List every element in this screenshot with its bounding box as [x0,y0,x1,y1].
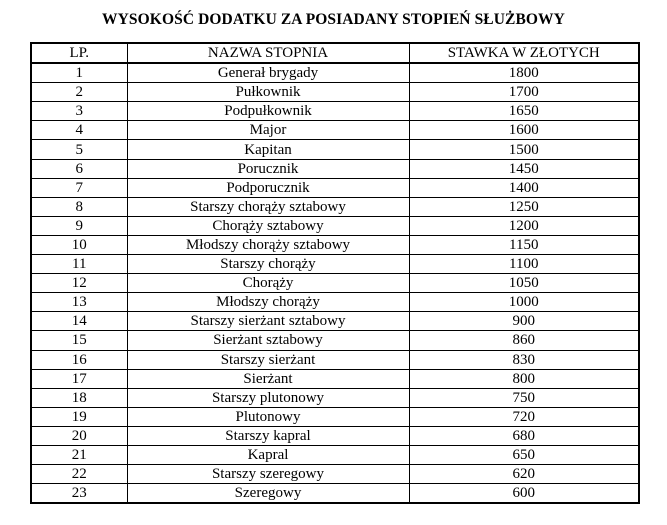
rate-value: 1050 [409,274,639,293]
table-row [31,159,639,178]
rate-value: 1700 [409,83,639,102]
rank-name: Młodszy chorąży sztabowy [127,235,409,254]
rate-value: 680 [409,426,639,445]
header-rate: STAWKA W ZŁOTYCH [409,43,639,63]
table-row [31,407,639,426]
row-number: 20 [31,426,127,445]
rate-value: 1000 [409,293,639,312]
rate-value: 830 [409,350,639,369]
rate-value: 650 [409,445,639,464]
rate-value: 1100 [409,255,639,274]
rate-value: 720 [409,407,639,426]
row-number: 8 [31,197,127,216]
rank-name: Starszy chorąży sztabowy [127,197,409,216]
table-row [31,197,639,216]
rank-name: Major [127,121,409,140]
rate-value: 600 [409,484,639,504]
rank-name: Kapral [127,445,409,464]
rank-name: Kapitan [127,140,409,159]
row-number: 2 [31,83,127,102]
header-lp: LP. [31,43,127,63]
rank-name: Młodszy chorąży [127,293,409,312]
rank-name: Pułkownik [127,83,409,102]
rank-name: Sierżant sztabowy [127,331,409,350]
row-number: 1 [31,63,127,83]
rank-name: Podpułkownik [127,102,409,121]
row-number: 6 [31,159,127,178]
rank-name: Podporucznik [127,178,409,197]
rank-name: Starszy sierżant sztabowy [127,312,409,331]
table-row [31,121,639,140]
table-row [31,312,639,331]
row-number: 9 [31,216,127,235]
table-row [31,274,639,293]
rate-value: 1600 [409,121,639,140]
table-row [31,102,639,121]
table-row [31,426,639,445]
rank-name: Chorąży sztabowy [127,216,409,235]
row-number: 11 [31,255,127,274]
row-number: 7 [31,178,127,197]
rate-value: 900 [409,312,639,331]
rate-value: 1200 [409,216,639,235]
row-number: 4 [31,121,127,140]
rate-value: 620 [409,465,639,484]
table-row [31,465,639,484]
rank-name: Porucznik [127,159,409,178]
rate-value: 1400 [409,178,639,197]
row-number: 17 [31,369,127,388]
row-number: 16 [31,350,127,369]
rate-value: 1250 [409,197,639,216]
rank-name: Starszy szeregowy [127,465,409,484]
table-body [31,63,639,503]
table-row [31,484,639,504]
rank-name: Plutonowy [127,407,409,426]
row-number: 19 [31,407,127,426]
row-number: 10 [31,235,127,254]
row-number: 23 [31,484,127,504]
row-number: 22 [31,465,127,484]
rank-name: Starszy chorąży [127,255,409,274]
row-number: 21 [31,445,127,464]
rank-name: Starszy plutonowy [127,388,409,407]
rank-name: Sierżant [127,369,409,388]
rate-value: 1650 [409,102,639,121]
row-number: 14 [31,312,127,331]
table-row [31,83,639,102]
table-row [31,369,639,388]
table-row [31,235,639,254]
table-row [31,350,639,369]
header-rank-name: NAZWA STOPNIA [127,43,409,63]
rank-name: Starszy kapral [127,426,409,445]
rank-name: Starszy sierżant [127,350,409,369]
table-row [31,140,639,159]
table-header-row [31,43,639,63]
table-row [31,445,639,464]
document-title: WYSOKOŚĆ DODATKU ZA POSIADANY STOPIEŃ SŁUŻBOWY [102,11,565,28]
rank-allowance-table [30,42,640,504]
table-row [31,293,639,312]
rank-name: Chorąży [127,274,409,293]
table-row [31,255,639,274]
row-number: 15 [31,331,127,350]
rate-value: 1800 [409,63,639,83]
table-row [31,388,639,407]
rate-value: 1150 [409,235,639,254]
rate-value: 750 [409,388,639,407]
row-number: 13 [31,293,127,312]
table-row [31,331,639,350]
rate-value: 1500 [409,140,639,159]
rate-value: 860 [409,331,639,350]
table-row [31,63,639,83]
table-row [31,178,639,197]
row-number: 5 [31,140,127,159]
rate-value: 1450 [409,159,639,178]
row-number: 3 [31,102,127,121]
row-number: 12 [31,274,127,293]
rank-name: Generał brygady [127,63,409,83]
rank-name: Szeregowy [127,484,409,504]
table-row [31,216,639,235]
row-number: 18 [31,388,127,407]
rate-value: 800 [409,369,639,388]
